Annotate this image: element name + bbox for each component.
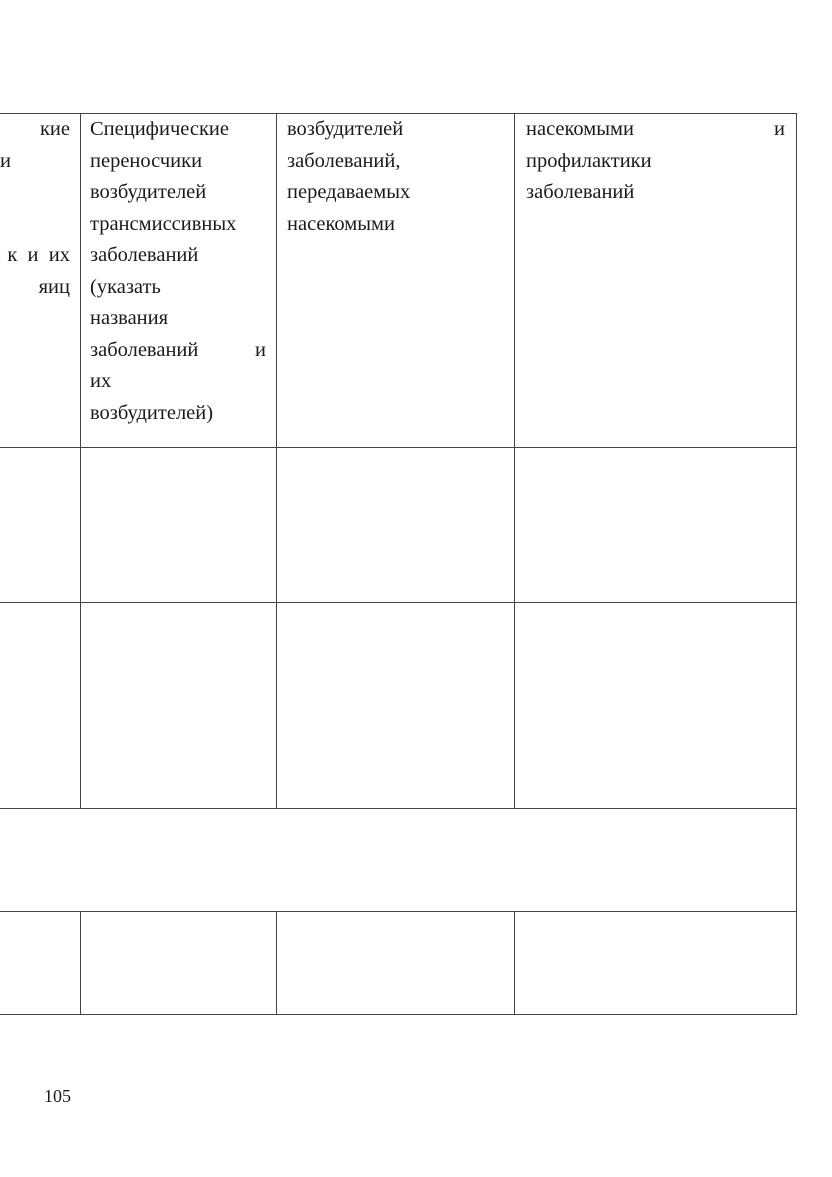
header-cell-col1 bbox=[90, 114, 266, 429]
header-col0-line: яиц bbox=[38, 275, 70, 298]
table-row-3-bottom-border bbox=[0, 911, 797, 912]
header-col0-line: кие bbox=[39, 118, 70, 140]
header-col0-line bbox=[0, 177, 70, 209]
header-col3-justified-line bbox=[526, 114, 785, 146]
table-right-border bbox=[796, 113, 797, 1015]
header-col1-line: названия bbox=[90, 307, 169, 329]
header-col1-line: возбудителей bbox=[90, 181, 207, 203]
header-col1-line: переносчики bbox=[90, 149, 203, 172]
column-divider-2 bbox=[276, 113, 277, 809]
header-cell-col3 bbox=[526, 114, 785, 209]
header-col1-line: Специфические bbox=[90, 118, 229, 140]
header-col1-justified-line bbox=[90, 335, 266, 367]
header-col2-line: передаваемых bbox=[287, 181, 411, 203]
header-col1-line: (указать bbox=[90, 275, 161, 298]
header-col0-line bbox=[0, 209, 70, 241]
table-header-bottom-border bbox=[0, 447, 797, 448]
column-divider-2-last-row bbox=[276, 911, 277, 1015]
header-col3-line: профилактики bbox=[526, 149, 652, 172]
page-number: 105 bbox=[44, 1086, 71, 1106]
header-col3-justified-left: насекомыми bbox=[526, 118, 634, 140]
header-col1-justified-right: и bbox=[255, 338, 266, 361]
column-divider-3-last-row bbox=[514, 911, 515, 1015]
header-col0-line: и bbox=[0, 149, 11, 172]
header-col1-line: заболеваний bbox=[90, 244, 199, 266]
table-row-2-bottom-border bbox=[0, 808, 797, 809]
header-col1-justified-left: заболеваний bbox=[90, 338, 199, 361]
header-cell-col2 bbox=[287, 114, 507, 240]
header-col2-line: заболеваний, bbox=[287, 149, 401, 172]
header-col3-line: заболеваний bbox=[526, 181, 635, 203]
header-cell-col0 bbox=[0, 114, 70, 303]
column-divider-3 bbox=[514, 113, 515, 809]
column-divider-1-last-row bbox=[80, 911, 81, 1015]
header-col2-line: насекомыми bbox=[287, 212, 395, 235]
table-row-1-bottom-border bbox=[0, 602, 797, 603]
column-divider-1 bbox=[80, 113, 81, 809]
header-col1-line: трансмиссивных bbox=[90, 212, 237, 235]
header-col1-line: их bbox=[90, 370, 112, 392]
header-col2-line: возбудителей bbox=[287, 118, 404, 140]
header-col1-line: возбудителей) bbox=[90, 401, 214, 424]
header-col3-justified-right: и bbox=[774, 118, 785, 140]
table-bottom-border bbox=[0, 1014, 797, 1015]
header-col0-line: к и их bbox=[7, 244, 70, 266]
